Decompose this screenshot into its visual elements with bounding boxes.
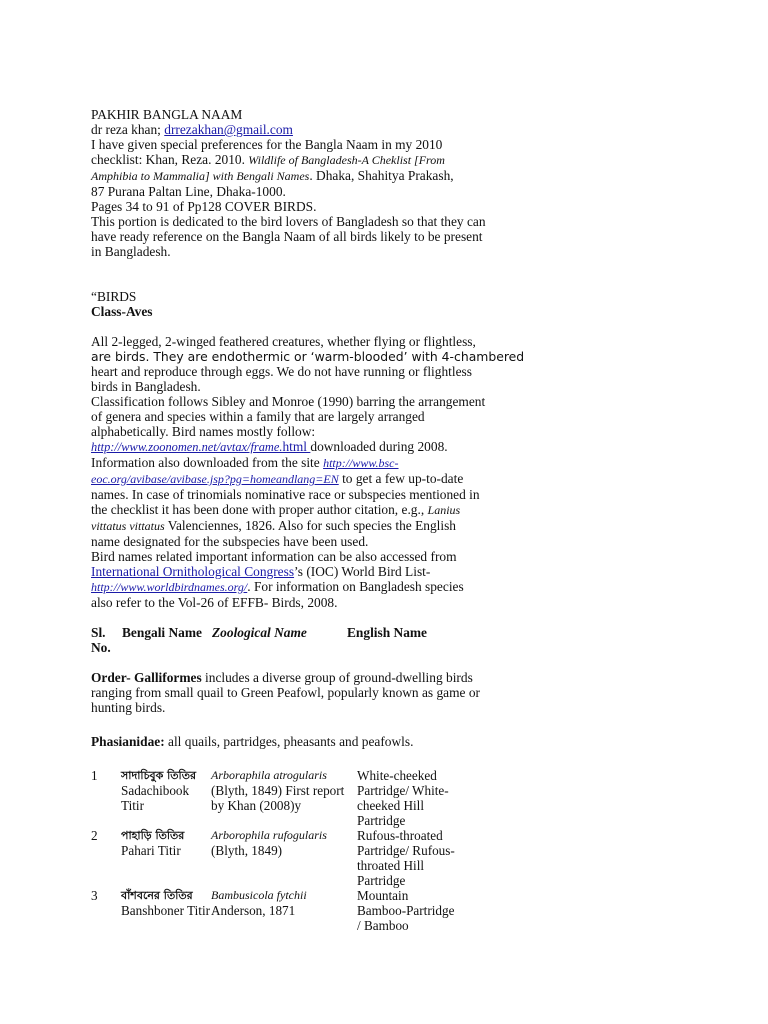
english-name: Rufous-throated (357, 828, 443, 843)
bengali-translit: Titir (121, 798, 144, 813)
species-name: vittatus vittatus (91, 519, 165, 533)
header-english: English Name (347, 625, 427, 640)
paragraph-line: All 2-legged, 2-winged feathered creatures, whether flying or flightless, (91, 334, 476, 349)
intro-line: have ready reference on the Bangla Naam of all birds likely to be present (91, 229, 483, 244)
citation-text: . Dhaka, Shahitya Prakash, (309, 168, 454, 183)
paragraph-text: the checklist it has been done with proper author citation, e.g., (91, 502, 428, 517)
intro-line: This portion is dedicated to the bird lovers of Bangladesh so that they can (91, 214, 486, 229)
avibase-link-cont[interactable]: eoc.org/avibase/avibase.jsp?pg=homeandlang=EN (91, 472, 339, 486)
paragraph-text: . For information on Bangladesh species (247, 579, 464, 594)
bengali-translit: Sadachibook (121, 783, 190, 798)
zoological-author: Anderson, 1871 (211, 903, 296, 918)
zoological-note: by Khan (2008)y (211, 798, 302, 813)
family-line (91, 734, 691, 749)
paragraph-line (91, 502, 691, 518)
header-no: No. (91, 640, 111, 655)
bengali-translit: Pahari Titir (121, 843, 181, 858)
order-desc: includes a diverse group of ground-dwelling birds (201, 670, 473, 685)
family-name: Phasianidae: (91, 734, 165, 749)
english-name: Mountain (357, 888, 409, 903)
paragraph-line: Bird names related important information can be also accessed from (91, 549, 457, 564)
species-english (357, 768, 467, 828)
species-bengali (121, 888, 211, 933)
zoological-name: Arboraphila atrogularis (211, 768, 327, 782)
paragraph-text: ’s (IOC) World Bird List- (294, 564, 431, 579)
english-name: Partridge/ Rufous- (357, 843, 455, 858)
intro-line: I have given special preferences for the Bangla Naam in my 2010 (91, 137, 443, 152)
order-line: ranging from small quail to Green Peafowl, popularly known as game or (91, 685, 480, 700)
zoonomen-link[interactable]: http://www.zoonomen.net/avtax/frame. (91, 440, 283, 454)
table-row (91, 768, 467, 828)
header-zoological: Zoological Name (212, 625, 307, 640)
header-sl: Sl. (91, 625, 106, 640)
species-table (91, 768, 467, 933)
paragraph-line (91, 439, 691, 455)
paragraph-line (91, 579, 691, 595)
zoological-author: (Blyth, 1849) (211, 843, 283, 858)
paragraph-text: to get a few up-to-date (338, 471, 464, 486)
bengali-script: সাদাচিবুক তিতির (121, 769, 197, 782)
order-line (91, 670, 691, 685)
section-title: “BIRDS (91, 289, 137, 304)
citation-text: checklist: Khan, Reza. 2010. (91, 152, 249, 167)
paragraph-line (91, 471, 691, 487)
bengali-translit: Banshboner Titir (121, 903, 211, 918)
english-name: Partridge (357, 873, 406, 888)
zoonomen-link-suffix[interactable]: html (282, 439, 311, 454)
table-row (91, 888, 467, 933)
english-name: / Bamboo (357, 918, 409, 933)
english-name: White-cheeked (357, 768, 437, 783)
intro-line (91, 152, 691, 168)
paragraph-text: downloaded during 2008. (310, 439, 448, 454)
paragraph-text: Valenciennes, 1826. Also for such species the English (164, 518, 456, 533)
author-name: dr reza khan; (91, 122, 165, 137)
author-line (91, 122, 691, 137)
document-title: PAKHIR BANGLA NAAM (91, 107, 243, 122)
table-header (91, 625, 691, 655)
order-line: hunting birds. (91, 700, 166, 715)
zoological-name: Bambusicola fytchii (211, 888, 307, 902)
paragraph-line: heart and reproduce through eggs. We do not have running or flightless (91, 364, 472, 379)
species-zoological (211, 888, 357, 933)
bengali-script: বাঁশবনের তিতির (121, 889, 193, 902)
species-english (357, 828, 467, 888)
zoological-author: (Blyth, 1849) First report (211, 783, 345, 798)
species-bengali (121, 768, 211, 828)
avibase-link[interactable]: http://www.bsc- (323, 456, 399, 470)
species-zoological (211, 768, 357, 828)
species-bengali (121, 828, 211, 888)
worldbirdnames-link[interactable]: http://www.worldbirdnames.org/ (91, 580, 248, 594)
intro-line (91, 168, 691, 184)
email-link[interactable]: drrezakhan@gmail.com (164, 122, 293, 137)
paragraph-line: of genera and species within a family that are largely arranged (91, 409, 425, 424)
table-row (91, 828, 467, 888)
species-sl: 3 (91, 888, 98, 903)
species-zoological (211, 828, 357, 888)
paragraph-line: name designated for the subspecies have been used. (91, 534, 369, 549)
paragraph-line (91, 564, 691, 579)
english-name: throated Hill (357, 858, 425, 873)
paragraph-line: alphabetically. Bird names mostly follow: (91, 424, 316, 439)
species-sl: 2 (91, 828, 98, 843)
species-sl: 1 (91, 768, 98, 783)
order-name: Order- Galliformes (91, 670, 202, 685)
paragraph-line (91, 455, 691, 471)
intro-line: Pages 34 to 91 of Pp128 COVER BIRDS. (91, 199, 317, 214)
paragraph-line (91, 518, 691, 534)
bengali-script: পাহাড়ি তিতির (121, 829, 185, 842)
english-name: Partridge/ White- (357, 783, 449, 798)
paragraph-line: names. In case of trinomials nominative race or subspecies mentioned in (91, 487, 480, 502)
class-heading: Class-Aves (91, 304, 153, 319)
paragraph-line: are birds. They are endothermic or ‘warm-blooded’ with 4-chambered (91, 349, 525, 364)
paragraph-text: Information also downloaded from the site (91, 455, 324, 470)
paragraph-line: also refer to the Vol-26 of EFFB- Birds, 2008. (91, 595, 338, 610)
paragraph-line: birds in Bangladesh. (91, 379, 201, 394)
family-desc: all quails, partridges, pheasants and peafowls. (164, 734, 414, 749)
intro-line: in Bangladesh. (91, 244, 171, 259)
english-name: Partridge (357, 813, 406, 828)
species-name: Lanius (427, 503, 461, 517)
citation-title: Wildlife of Bangladesh-A Cheklist [From (248, 153, 445, 167)
species-english (357, 888, 467, 933)
english-name: Bamboo-Partridge (357, 903, 455, 918)
ioc-link[interactable]: International Ornithological Congress (91, 564, 295, 579)
document-page (91, 107, 691, 933)
zoological-name: Arborophila rufogularis (211, 828, 327, 842)
paragraph-line: Classification follows Sibley and Monroe (1990) barring the arrangement (91, 394, 486, 409)
english-name: cheeked Hill (357, 798, 425, 813)
header-bengali: Bengali Name (122, 625, 202, 640)
intro-line: 87 Purana Paltan Line, Dhaka-1000. (91, 184, 286, 199)
citation-title: Amphibia to Mammalia] with Bengali Names (91, 169, 310, 183)
